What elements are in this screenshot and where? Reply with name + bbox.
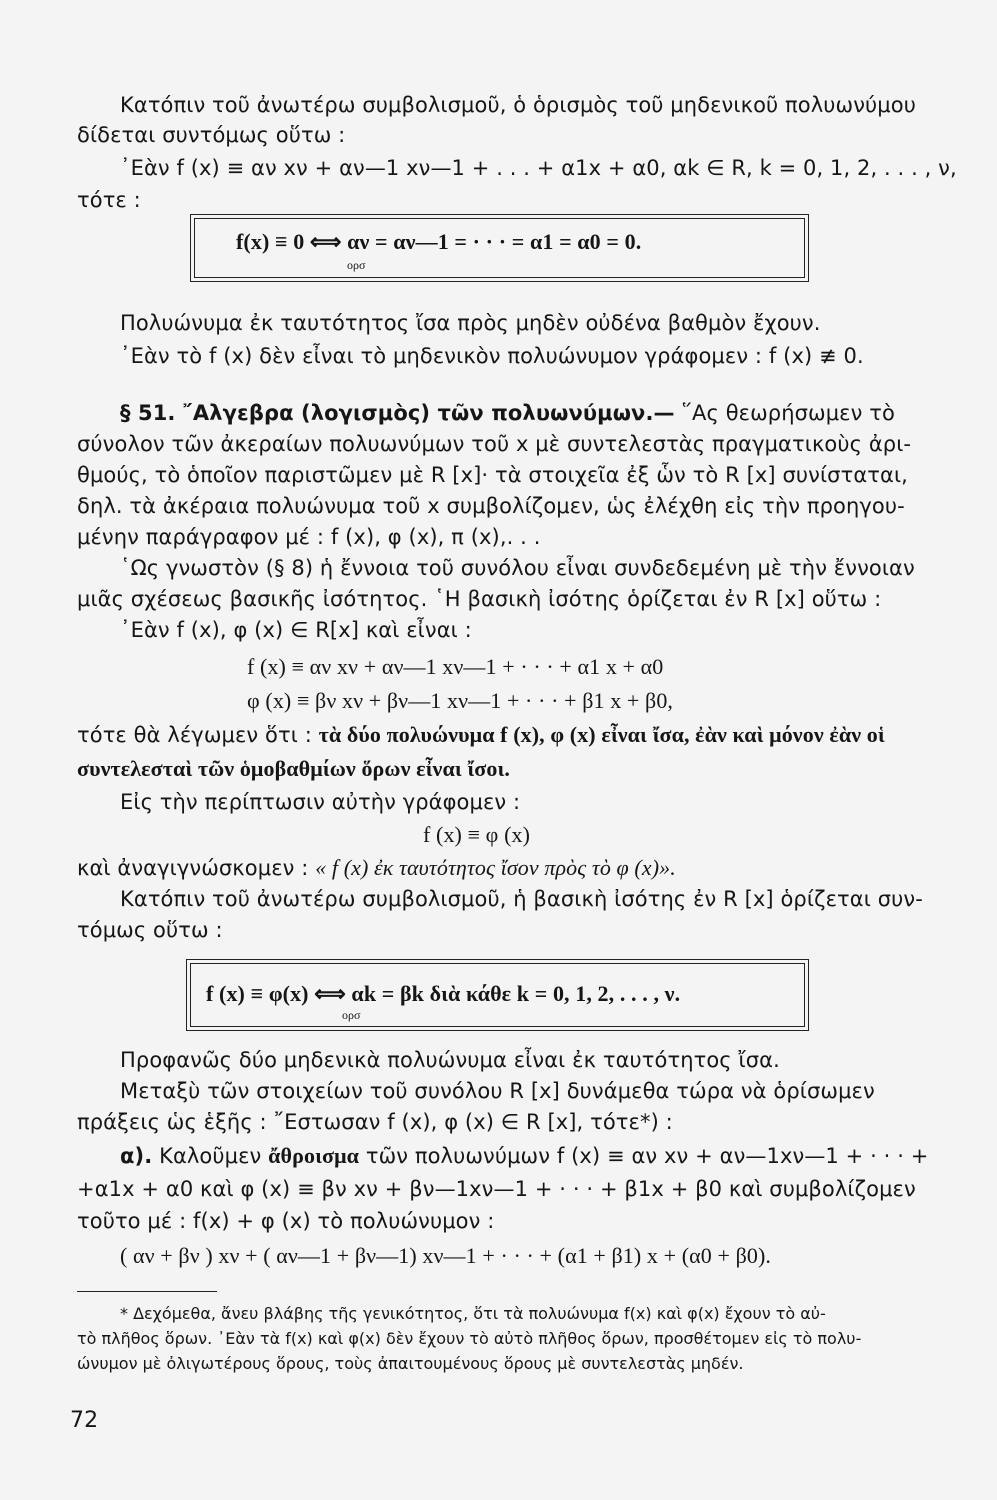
text-line: μένην παράγραφον μέ : f (x), φ (x), π (x),. . . — [77, 525, 541, 549]
item-label: α). — [120, 1144, 153, 1168]
equation-f: f (x) ≡ αν xν + αν—1 xν—1 + · · · + α1 x + α0 — [247, 654, 664, 679]
text-line: Εἰς τὴν περίπτωσιν αὐτὴν γράφομεν : — [120, 790, 521, 814]
footnote-line: τὸ πλῆθος ὅρων. ᾿Εὰν τὰ f(x) καὶ φ(x) δὲν ἔχουν τὸ αὐτὸ πλῆθος ὅρων, προσθέτομεν εἰς τὸ πολυ- — [77, 1329, 862, 1348]
section-number: § 51. — [120, 401, 176, 425]
plain-text: καὶ ἀναγιγνώσκομεν : — [77, 856, 309, 880]
text-line: δίδεται συντόμως οὕτω : — [77, 123, 346, 147]
text-line: +α1x + α0 καὶ φ (x) ≡ βν xν + βν—1xν—1 + · · · + β1x + β0 καὶ συμβολίζομεν — [77, 1177, 916, 1201]
text-line: τότε : — [77, 188, 141, 212]
text-line: ῾Ως γνωστὸν (§ 8) ἡ ἔννοια τοῦ συνόλου εἶναι συνδεδεμένη μὲ τὴν ἔννοιαν — [120, 556, 915, 580]
polynomial-equality-definition: f (x) ≡ φ(x) ⟺ αk = βk διὰ κάθε k = 0, 1, 2, . . . , ν. — [206, 981, 681, 1006]
zero-polynomial-definition: f(x) ≡ 0 ⟺ αν = αν—1 = · · · = α1 = α0 = 0. — [236, 229, 642, 254]
equation-phi: φ (x) ≡ βν xν + βν—1 xν—1 + · · · + β1 x + β0, — [247, 688, 674, 713]
text-line: πράξεις ὡς ἑξῆς : ῎Εστωσαν f (x), φ (x) ∈ R [x], τότε*) : — [77, 1110, 673, 1134]
text-line: μιᾶς σχέσεως βασικῆς ἰσότητος. ῾Η βασικὴ ἰσότης ὁρίζεται ἐν R [x] οὕτω : — [77, 587, 882, 611]
bold-term: ἄθροισμα — [268, 1143, 360, 1168]
text-line-sum-definition — [120, 1143, 928, 1169]
definition-label: ορσ — [347, 258, 366, 272]
footnote-rule — [77, 1291, 217, 1292]
text-line: Κατόπιν τοῦ ἀνωτέρω συμβολισμοῦ, ὁ ὁρισμὸς τοῦ μηδενικοῦ πολυωνύμου — [120, 93, 916, 117]
equation-sum: ( αν + βν ) xν + ( αν—1 + βν—1) xν—1 + · · · + (α1 + β1) x + (α0 + β0). — [120, 1243, 772, 1268]
footnote-line: ώνυμον μὲ ὀλιγωτέρους ὅρους, τοὺς ἀπαιτουμένους ὅρους μὲ συντελεστὰς μηδέν. — [77, 1354, 744, 1373]
footnote-line: * Δεχόμεθα, ἄνευ βλάβης τῆς γενικότητος, ὅτι τὰ πολυώνυμα f(x) καὶ φ(x) ἔχουν τὸ αὐ- — [120, 1304, 826, 1323]
text-line: σύνολον τῶν ἀκεραίων πολυωνύμων τοῦ x μὲ συντελεστὰς πραγματικοὺς ἀρι- — [77, 432, 912, 456]
italic-reading: « f (x) ἐκ ταυτότητος ἴσον πρὸς τὸ φ (x)». — [315, 855, 676, 880]
plain-text: τῶν πολυωνύμων f (x) ≡ αν xν + αν—1xν—1 + · · · + — [365, 1144, 929, 1168]
section-title: ῎Αλγεβρα (λογισμὸς) τῶν πολυωνύμων.— — [182, 401, 675, 425]
text-line: ᾿Εὰν τὸ f (x) δὲν εἶναι τὸ μηδενικὸν πολυώνυμον γράφομεν : f (x) ≢ 0. — [120, 344, 864, 368]
page-number: 72 — [70, 1408, 99, 1433]
plain-text: Καλοῦμεν — [159, 1144, 262, 1168]
section-intro-text: ῞Ας θεωρήσωμεν τὸ — [681, 401, 895, 425]
equation-identity: f (x) ≡ φ (x) — [423, 822, 531, 847]
text-line: τοῦτο μέ : f(x) + φ (x) τὸ πολυώνυμον : — [77, 1209, 495, 1233]
text-line: Πολυώνυμα ἐκ ταυτότητος ἴσα πρὸς μηδὲν οὐδένα βαθμὸν ἔχουν. — [120, 311, 821, 335]
definition-label: ορσ — [342, 1008, 361, 1022]
text-line: Κατόπιν τοῦ ἀνωτέρω συμβολισμοῦ, ἡ βασικὴ ἰσότης ἐν R [x] ὁρίζεται συν- — [120, 887, 923, 911]
text-line: Μεταξὺ τῶν στοιχείων τοῦ συνόλου R [x] δυνάμεθα τώρα νὰ ὁρίσωμεν — [120, 1079, 875, 1103]
text-line: τόμως οὕτω : — [77, 918, 223, 942]
bold-statement-continued: συντελεσταὶ τῶν ὁμοβαθμίων ὅρων εἶναι ἴσοι. — [77, 756, 510, 781]
text-line: ᾿Εὰν f (x) ≡ αν xν + αν—1 xν—1 + . . . + α1x + α0, αk ∈ R, k = 0, 1, 2, . . . , ν, — [120, 156, 957, 180]
text-line-with-quote — [77, 855, 676, 881]
text-line: θμούς, τὸ ὁποῖον παριστῶμεν μὲ R [x]· τὰ στοιχεῖα ἐξ ὧν τὸ R [x] συνίσταται, — [77, 463, 908, 487]
text-line-with-bold — [77, 722, 885, 748]
bold-statement: τὰ δύο πολυώνυμα f (x), φ (x) εἶναι ἴσα, ἐὰν καὶ μόνον ἐὰν οἱ — [318, 722, 885, 747]
text-line: δηλ. τὰ ἀκέραια πολυώνυμα τοῦ x συμβολίζομεν, ὡς ἐλέχθη εἰς τὴν προηγου- — [77, 494, 905, 518]
section-heading-line — [120, 400, 895, 426]
text-line: ᾿Εὰν f (x), φ (x) ∈ R[x] καὶ εἶναι : — [120, 618, 472, 642]
text-line: Προφανῶς δύο μηδενικὰ πολυώνυμα εἶναι ἐκ ταυτότητος ἴσα. — [120, 1048, 780, 1072]
plain-text: τότε θὰ λέγωμεν ὅτι : — [77, 723, 312, 747]
